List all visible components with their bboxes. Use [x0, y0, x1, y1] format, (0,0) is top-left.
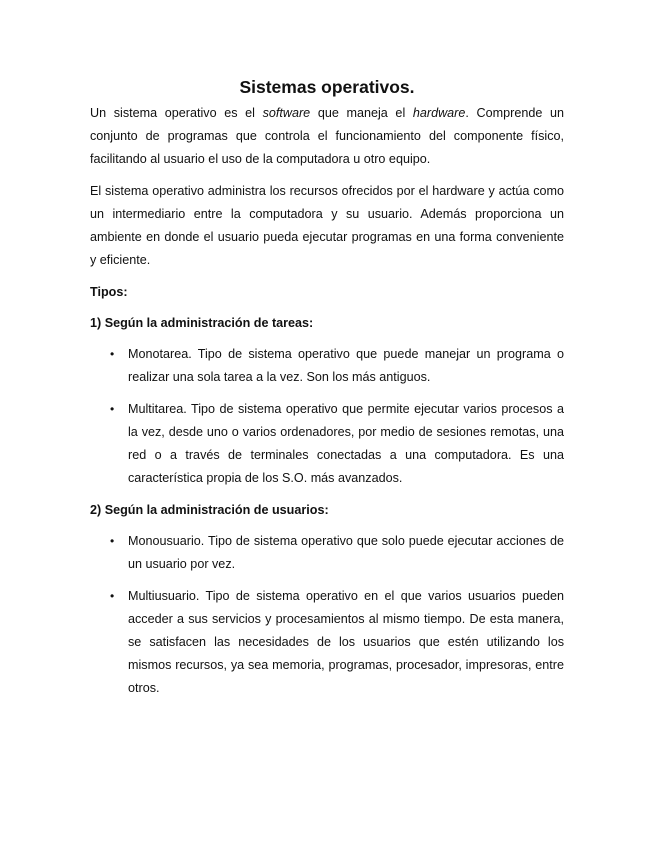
- page-title: Sistemas operativos.: [239, 77, 415, 97]
- bullet-icon: •: [110, 589, 115, 603]
- section-2-heading: 2) Según la administración de usuarios:: [90, 503, 329, 517]
- section-2-list: [90, 530, 564, 700]
- bullet-icon: •: [110, 534, 115, 548]
- description-paragraph: El sistema operativo administra los recursos ofrecidos por el hardware y actúa como un intermediario entre la computadora y su usuario. Además proporciona un ambiente en donde el usuario pueda ejecutar programas en una forma conveniente y eficiente.: [90, 184, 564, 267]
- list-item-text: Monotarea. Tipo de sistema operativo que puede manejar un programa o realizar una sola tarea a la vez. Son los más antiguos.: [128, 347, 564, 384]
- intro-text-2: que maneja el: [310, 106, 413, 120]
- section-1-list: [90, 343, 564, 490]
- intro-hardware-term: hardware: [412, 106, 466, 120]
- list-item-text: Multitarea. Tipo de sistema operativo que permite ejecutar varios procesos a la vez, desde uno o varios ordenadores, por medio de sesiones remotas, una red o a través de terminales conectadas a una computadora. Es una característica propia de los S.O. más avanzados.: [128, 402, 564, 485]
- intro-software-term: software: [262, 106, 311, 120]
- document-page: [90, 76, 564, 709]
- list-item-multiusuario: [90, 585, 564, 700]
- intro-text-1: Un sistema operativo es el: [90, 106, 263, 120]
- intro-text-3: . Comprende un conjunto de programas que controla el funcionamiento del componente físico, facilitando al usuario el uso de la computadora u otro equipo.: [90, 106, 564, 166]
- list-item-text: Multiusuario. Tipo de sistema operativo en el que varios usuarios pueden acceder a sus servicios y procesamientos al mismo tiempo. De esta manera, se satisfacen las necesidades de los usuarios que estén utilizando los mismos recursos, ya sea memoria, programas, procesador, impresoras, entre otros.: [128, 589, 564, 695]
- types-heading: Tipos:: [90, 285, 128, 299]
- section-1-heading: 1) Según la administración de tareas:: [90, 316, 314, 330]
- list-item-multitarea: [90, 398, 564, 490]
- list-item-monousuario: [90, 530, 564, 576]
- list-item-text: Monousuario. Tipo de sistema operativo que solo puede ejecutar acciones de un usuario por vez.: [128, 534, 564, 571]
- intro-paragraph: [90, 102, 564, 171]
- bullet-icon: •: [110, 402, 115, 416]
- list-item-monotarea: [90, 343, 564, 389]
- bullet-icon: •: [110, 347, 115, 361]
